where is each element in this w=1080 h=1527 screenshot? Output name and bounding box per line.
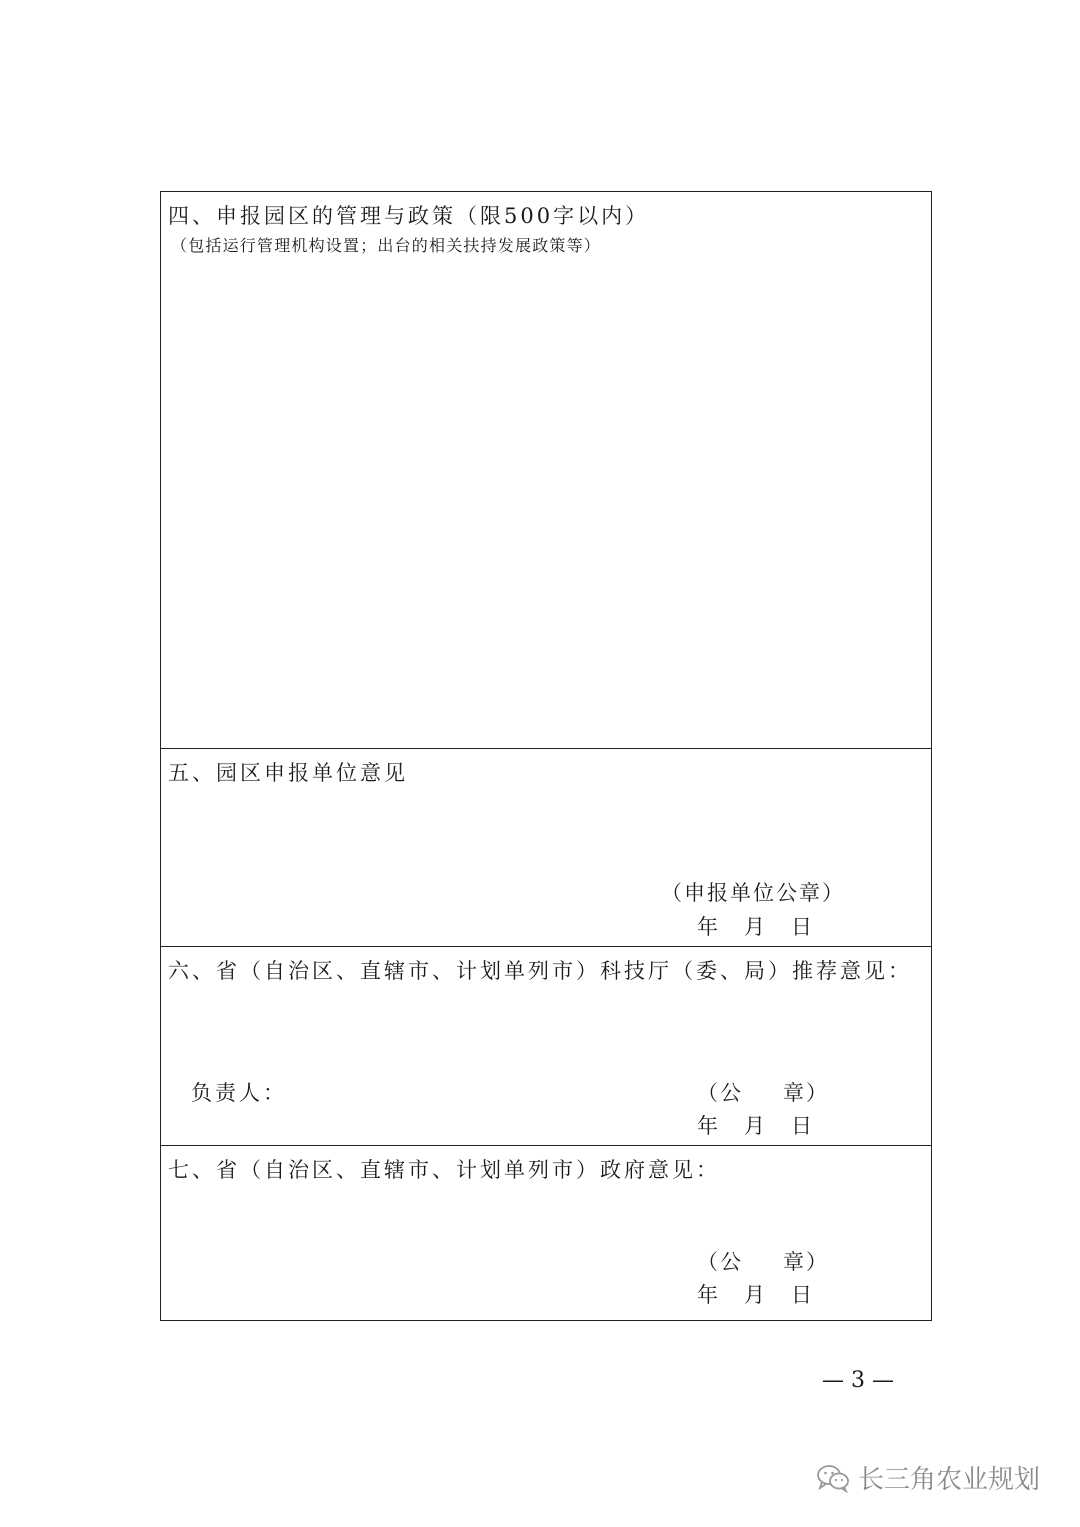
- date-day: 日: [791, 1283, 812, 1307]
- section-note: （包括运行管理机构设置；出台的相关扶持发展政策等）: [171, 236, 602, 255]
- watermark-text: 长三角农业规划: [858, 1465, 1041, 1495]
- application-form-table: [160, 191, 932, 1321]
- date-day: 日: [791, 1114, 812, 1138]
- seal-open: （公: [697, 1250, 743, 1274]
- section-provincial-government-opinion: [161, 1145, 931, 1320]
- section-heading: 六、省（自治区、直辖市、计划单列市）科技厅（委、局）推荐意见：: [168, 959, 912, 983]
- wechat-icon: [816, 1463, 850, 1493]
- date-month: 月: [744, 1114, 765, 1138]
- date-line: [697, 1110, 812, 1140]
- seal-close: 章）: [783, 1081, 829, 1105]
- section-heading: 五、园区申报单位意见: [168, 761, 408, 785]
- date-month: 月: [744, 1283, 765, 1307]
- seal-close: 章）: [783, 1250, 829, 1274]
- date-year: 年: [697, 915, 718, 939]
- date-day: 日: [791, 915, 812, 939]
- date-month: 月: [744, 915, 765, 939]
- section-management-policy: [161, 192, 931, 748]
- seal-label: （申报单位公章）: [661, 881, 845, 905]
- section-heading: 七、省（自治区、直辖市、计划单列市）政府意见：: [168, 1158, 720, 1182]
- page-number: — 3 —: [822, 1368, 894, 1393]
- date-line: [697, 1279, 812, 1309]
- date-year: 年: [697, 1114, 718, 1138]
- section-provincial-sci-tech-recommendation: [161, 946, 931, 1145]
- section-heading: 四、申报园区的管理与政策（限500字以内）: [168, 204, 650, 228]
- seal-label: [697, 1077, 829, 1107]
- seal-open: （公: [697, 1081, 743, 1105]
- date-line: [697, 911, 812, 941]
- date-year: 年: [697, 1283, 718, 1307]
- section-applicant-opinion: [161, 748, 931, 946]
- watermark: [816, 1459, 1040, 1496]
- responsible-person-label: 负责人：: [191, 1081, 287, 1105]
- seal-label: [697, 1246, 829, 1276]
